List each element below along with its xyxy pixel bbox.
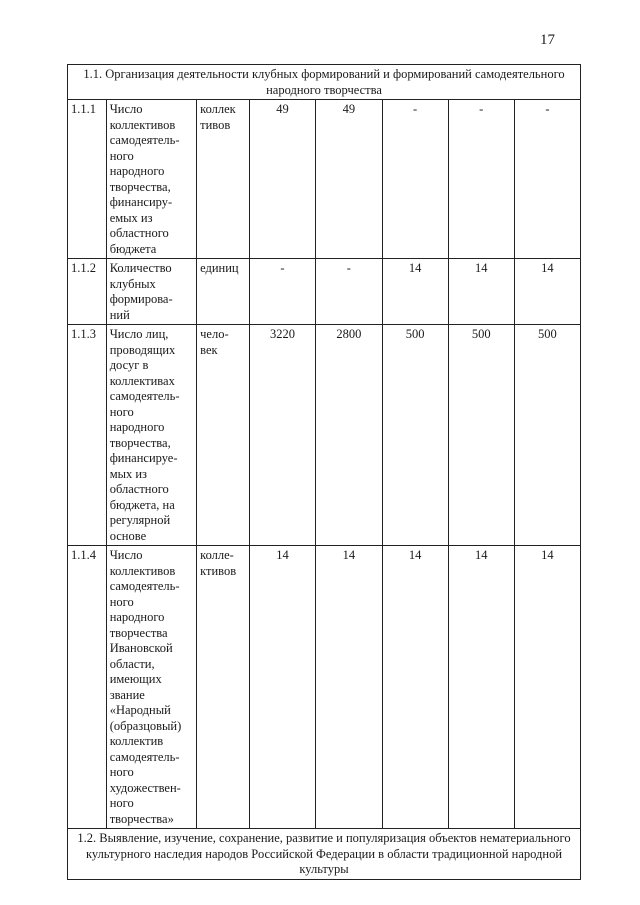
name-line: Число лиц, [109, 327, 169, 341]
value-cell: 14 [514, 546, 580, 829]
name-line: емых из [109, 210, 153, 225]
name-line: «Народный [109, 703, 171, 717]
table-row [68, 259, 581, 325]
value-cell: - [249, 259, 315, 325]
row-name [106, 100, 196, 259]
name-line: самодеятель- [109, 749, 180, 764]
unit-line: век [200, 342, 218, 357]
name-line: областного [109, 482, 169, 496]
name-line: финансиру- [109, 195, 173, 209]
name-line: Число [109, 102, 143, 116]
row-unit [197, 259, 250, 325]
name-line: творчества, [109, 179, 171, 194]
row-unit [197, 100, 250, 259]
name-line: звание [109, 687, 145, 702]
name-line: Число [109, 548, 143, 562]
row-name [106, 325, 196, 546]
unit-line: единиц [200, 261, 239, 275]
row-name [106, 259, 196, 325]
name-line: досуг в [109, 358, 149, 372]
name-line: регулярной [109, 513, 171, 527]
name-line: ного [109, 594, 134, 609]
value-cell: 500 [448, 325, 514, 546]
value-cell: 49 [316, 100, 382, 259]
value-cell: 500 [382, 325, 448, 546]
name-line: Ивановской [109, 641, 173, 655]
section-header-row [68, 65, 581, 100]
name-line: Количество [109, 261, 172, 275]
row-name [106, 546, 196, 829]
name-line: проводящих [109, 342, 176, 357]
name-line: коллективов [109, 117, 176, 132]
unit-line: тивов [200, 117, 231, 132]
value-cell: 14 [514, 259, 580, 325]
name-line: клубных [109, 276, 156, 291]
value-cell: - [514, 100, 580, 259]
section-header-row [68, 829, 581, 880]
value-cell: - [316, 259, 382, 325]
name-line: самодеятель- [109, 579, 180, 593]
value-cell: 2800 [316, 325, 382, 546]
section-1-2-header: 1.2. Выявление, изучение, сохранение, развитие и популяризация объектов нематериального культурного наследия народов Российской Федерации в области традиционной народной культуры [68, 829, 581, 880]
name-line: (образцовый) [109, 718, 182, 733]
page-number: 17 [540, 32, 555, 48]
name-line: финансируе- [109, 451, 178, 465]
name-line: народного [109, 610, 165, 624]
unit-line: коллек [200, 102, 236, 116]
name-line: основе [109, 528, 147, 543]
row-unit [197, 325, 250, 546]
name-line: имеющих [109, 672, 162, 686]
value-cell: 3220 [249, 325, 315, 546]
indicators-table [67, 64, 581, 880]
name-line: ного [109, 148, 134, 163]
name-line: художествен- [109, 780, 181, 795]
row-code: 1.1.2 [68, 259, 107, 325]
table-row [68, 100, 581, 259]
table-row [68, 325, 581, 546]
row-code: 1.1.1 [68, 100, 107, 259]
table-row [68, 546, 581, 829]
name-line: ного [109, 404, 134, 419]
section-1-1-header: 1.1. Организация деятельности клубных формирований и формирований самодеятельного народного творчества [68, 65, 581, 100]
name-line: самодеятель- [109, 133, 180, 147]
name-line: коллективов [109, 563, 176, 578]
unit-line: чело- [200, 327, 229, 341]
row-code: 1.1.3 [68, 325, 107, 546]
value-cell: 500 [514, 325, 580, 546]
value-cell: 14 [382, 546, 448, 829]
name-line: бюджета, на [109, 497, 175, 512]
value-cell: 14 [249, 546, 315, 829]
name-line: ного [109, 796, 134, 810]
name-line: области, [109, 656, 155, 671]
unit-line: ктивов [200, 563, 237, 578]
name-line: областного [109, 226, 169, 240]
value-cell: 14 [448, 259, 514, 325]
row-unit [197, 546, 250, 829]
name-line: творчества, [109, 435, 171, 450]
name-line: творчества [109, 625, 168, 640]
name-line: народного [109, 420, 165, 434]
value-cell: - [448, 100, 514, 259]
row-code: 1.1.4 [68, 546, 107, 829]
name-line: коллективах [109, 373, 175, 388]
name-line: коллектив [109, 734, 164, 748]
value-cell: 49 [249, 100, 315, 259]
unit-line: колле- [200, 548, 234, 562]
name-line: бюджета [109, 241, 157, 256]
value-cell: 14 [382, 259, 448, 325]
name-line: формирова- [109, 292, 173, 306]
value-cell: 14 [316, 546, 382, 829]
value-cell: - [382, 100, 448, 259]
name-line: народного [109, 164, 165, 178]
name-line: самодеятель- [109, 389, 180, 403]
name-line: ний [109, 307, 130, 322]
name-line: ного [109, 765, 134, 779]
name-line: мых из [109, 466, 147, 481]
value-cell: 14 [448, 546, 514, 829]
name-line: творчества» [109, 811, 174, 826]
